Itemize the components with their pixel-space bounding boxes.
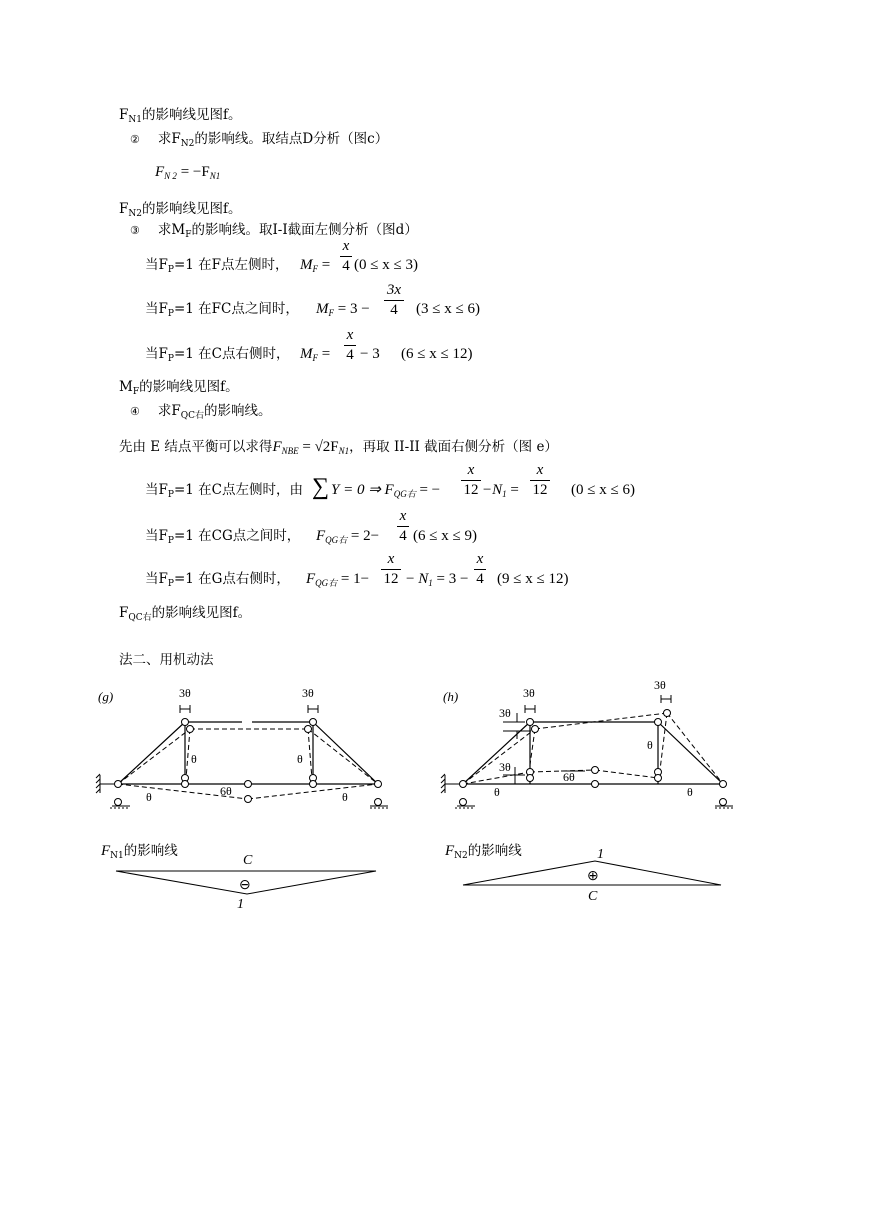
line-mf-ref: $M_F$的影响线见图f。 (119, 379, 239, 397)
mf-2-range: (3 ≤ x ≤ 6) (416, 301, 480, 317)
h-label-3theta-lower: 3θ (499, 760, 511, 774)
case-mf-2: 当$F_P=1$ 在FC点之间时， (145, 301, 299, 319)
g-label-theta-left: θ (191, 752, 197, 766)
fq-1-fraction-a: x 12 (461, 462, 481, 499)
fq-3-range: (9 ≤ x ≤ 12) (497, 571, 569, 587)
fn2-influence-line (455, 845, 735, 907)
g-label-3theta-left: 3θ (179, 686, 191, 700)
figure-h-truss (435, 675, 745, 815)
mf-3-fraction: x 4 (344, 327, 356, 364)
step-3: ③ 求$M_F$的影响线。取I-I截面左侧分析（图d） (130, 222, 418, 240)
line-fn1-ref: $F_{N1}$的影响线见图f。 (119, 107, 242, 125)
fq-2-fraction: x 4 (397, 508, 409, 545)
fn1-label-one: 1 (237, 897, 244, 912)
fn1-label-c: C (243, 853, 253, 868)
mf-1-fraction: x 4 (340, 238, 352, 275)
fq-2-range: (6 ≤ x ≤ 9) (413, 528, 477, 544)
case-fq-3: 当$F_P=1$ 在G点右侧时， (145, 571, 290, 589)
g-label-theta-bottom-right: θ (342, 790, 348, 804)
mf-3-lhs: $M_F$ = (300, 346, 331, 363)
h-label-theta-bottom-right: θ (687, 785, 693, 799)
h-label-3theta-top-left: 3θ (523, 686, 535, 700)
case-mf-3: 当$F_P=1$ 在C点右侧时， (145, 346, 290, 364)
fn1-sign-minus: ⊖ (239, 878, 251, 893)
figure-g-truss (90, 675, 400, 815)
method-two-heading: 法二、用机动法 (119, 652, 214, 668)
h-label-theta-bottom-left: θ (494, 785, 500, 799)
fn2-label-c: C (588, 889, 598, 904)
fq-1-lhs: Y = 0 ⇒ $F_{QG右}$ = − (331, 482, 441, 499)
fq-1-n1: $-N_1$ = (482, 482, 519, 499)
mf-2-fraction: 3x 4 (384, 282, 404, 319)
fn1-influence-line (110, 850, 390, 912)
mf-3-tail: − 3 (360, 346, 380, 362)
fq-3-mid: − $N_1 = 3$ − (406, 571, 469, 588)
fq-3-lhs: $F_{QG右} = 1-$ (306, 571, 370, 588)
paragraph-nbe: 先由 E 结点平衡可以求得$F_{NBE} = √2F_{N1}$，再取 II-II 截面右侧分析（图 e） (119, 439, 558, 456)
equation-fn2: $F_{N 2} = -F_{N1}$ (155, 164, 221, 181)
case-fq-2: 当$F_P=1$ 在CG点之间时， (145, 528, 301, 546)
fq-3-fraction-b: x 4 (474, 551, 486, 588)
step-2-marker: ② (130, 133, 140, 146)
mf-1-range: (0 ≤ x ≤ 3) (354, 257, 418, 273)
h-label-6theta: 6θ (563, 770, 575, 784)
line-fq-ref: $F_{QC右}$的影响线见图f。 (119, 605, 252, 623)
fq-2-lhs: $F_{QG右} = 2-$ (316, 528, 380, 545)
fn1-influence-title: $F_{N1}$的影响线 (101, 843, 178, 861)
mf-2-lhs: $M_F = 3$ − (316, 301, 370, 318)
case-mf-1: 当$F_P=1$ 在F点左侧时， (145, 257, 289, 275)
fq-1-range: (0 ≤ x ≤ 6) (571, 482, 635, 498)
case-fq-1: 当$F_P=1$ 在C点左侧时，由 (145, 482, 303, 500)
fn2-label-one: 1 (597, 847, 604, 862)
g-label-theta-bottom-left: θ (146, 790, 152, 804)
g-label-6theta: 6θ (220, 784, 232, 798)
h-label-3theta-top-right: 3θ (654, 678, 666, 692)
g-label-3theta-right: 3θ (302, 686, 314, 700)
mf-1-lhs: $M_F$ = (300, 257, 331, 274)
step-4: ④ 求$F_{QC右}$的影响线。 (130, 403, 272, 421)
step-2: ② 求$F_{N2}$的影响线。取结点D分析（图c） (130, 131, 389, 149)
figure-g-label: (g) (98, 689, 114, 704)
mf-3-range: (6 ≤ x ≤ 12) (401, 346, 473, 362)
step-3-marker: ③ (130, 224, 140, 237)
h-label-3theta-left: 3θ (499, 706, 511, 720)
fn2-influence-title: $F_{N2}$的影响线 (445, 843, 522, 861)
sum-symbol: ∑ (312, 474, 330, 500)
line-fn2-ref: $F_{N2}$的影响线见图f。 (119, 201, 242, 219)
fq-3-fraction-a: x 12 (381, 551, 401, 588)
figure-h-label: (h) (443, 689, 459, 704)
g-label-theta-right: θ (297, 752, 303, 766)
fn2-sign-plus: ⊕ (587, 869, 599, 884)
fq-1-fraction-b: x 12 (530, 462, 550, 499)
h-label-theta-right: θ (647, 738, 653, 752)
step-4-marker: ④ (130, 405, 140, 418)
